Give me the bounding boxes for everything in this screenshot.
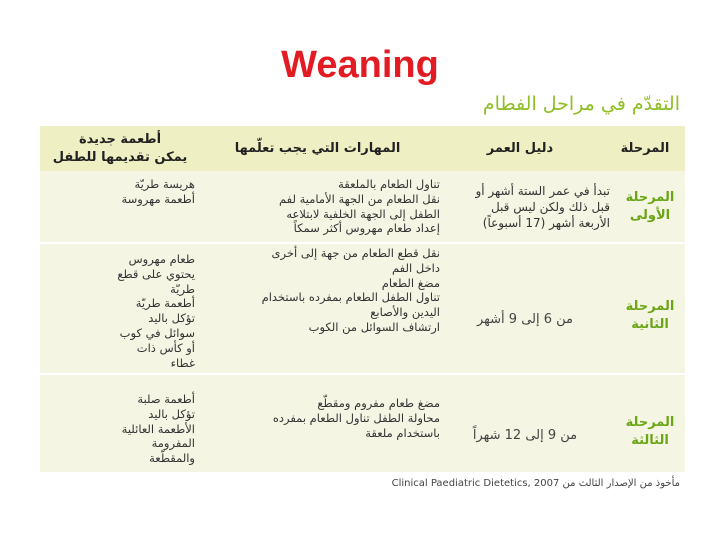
stage-line: الثانية — [631, 317, 669, 332]
stage-line: المرحلة — [625, 190, 675, 205]
header-stage: المرحلة — [620, 140, 670, 156]
slide-title: Weaning — [281, 44, 439, 86]
food-line: أطعمة صلبة — [137, 392, 195, 406]
row-stage — [615, 414, 685, 450]
table-subtitle: التقدّم في مراحل الفطام — [482, 93, 680, 115]
source-note — [392, 478, 680, 489]
header-age: دليل العمر — [486, 140, 554, 156]
header-skills: المهارات التي يجب تعلّمها — [234, 140, 401, 156]
food-line: طعام مهروس — [128, 252, 195, 266]
skill-line: داخل الفم — [392, 260, 440, 275]
row-divider — [40, 373, 685, 375]
skill-line: تناول الطفل الطعام بمفرده باستخدام — [261, 290, 440, 305]
source-prefix: مأخوذ من الإصدار الثالث من — [562, 478, 680, 489]
food-line: غطاء — [170, 355, 195, 370]
food-line: المفرومة — [151, 436, 195, 451]
food-line: أطعمة طريّة — [135, 296, 195, 311]
food-line: أطعمة مهروسة — [121, 191, 195, 206]
row-foods — [45, 177, 195, 207]
food-line: تؤكل باليد — [148, 406, 195, 421]
header-foods-line: أطعمة جديدة — [78, 131, 162, 147]
food-line: هريسة طريّة — [134, 177, 195, 191]
skill-line: نقل الطعام من الجهة الأمامية لفم — [279, 191, 440, 206]
skill-line: نقل قطع الطعام من جهة إلى أخرى — [271, 246, 440, 260]
skill-line: اليدين والأصابع — [370, 305, 440, 320]
header-foods — [40, 126, 200, 171]
row-age — [435, 183, 610, 231]
food-line: الأطعمة العائلية — [121, 421, 195, 436]
food-line: يحتوي على قطع — [117, 266, 195, 281]
food-line: أو كأس ذات — [136, 340, 195, 355]
row-skills — [205, 396, 440, 440]
skill-line: مضغ الطعام — [381, 275, 440, 290]
row-foods — [45, 392, 195, 466]
stage-line: المرحلة — [625, 415, 675, 430]
row-skills — [205, 246, 440, 335]
row-skills — [205, 177, 440, 236]
row-age: من 6 إلى 9 أشهر — [476, 312, 574, 327]
skill-line: محاولة الطفل تناول الطعام بمفرده — [272, 410, 440, 425]
row-stage — [615, 298, 685, 334]
stage-line: الأولى — [629, 208, 671, 223]
row-foods — [45, 252, 195, 370]
row-divider — [40, 242, 685, 244]
food-line: سوائل في كوب — [119, 325, 195, 340]
age-line: قبل ذلك ولكن ليس قبل — [490, 200, 610, 214]
skill-line: تناول الطعام بالملعقة — [338, 177, 440, 191]
source-title: Clinical Paediatric Dietetics, 2007 — [391, 478, 560, 489]
skill-line: مضغ طعام مفروم ومقطّع — [317, 396, 440, 410]
skill-line: الطفل إلى الجهة الخلفية لابتلاعه — [286, 206, 440, 221]
age-line: تبدأ في عمر الستة أشهر أو — [475, 184, 610, 198]
skill-line: إعداد طعام مهروس أكثر سمكاً — [293, 221, 440, 236]
food-line: والمقطّعة — [149, 451, 195, 466]
weaning-table — [40, 126, 685, 472]
table-header-row — [40, 126, 685, 171]
stage-line: الثالثة — [631, 433, 669, 448]
row-age: من 9 إلى 12 شهراً — [472, 428, 578, 443]
food-line: تؤكل باليد — [148, 311, 195, 326]
row-stage — [615, 189, 685, 225]
skill-line: باستخدام ملعقة — [365, 425, 440, 440]
skill-line: ارتشاف السوائل من الكوب — [308, 319, 440, 334]
stage-line: المرحلة — [625, 299, 675, 314]
age-line: الأربعة أشهر (17 أسبوعاً) — [482, 216, 610, 230]
header-foods-line: يمكن تقديمها للطفل — [52, 149, 188, 165]
food-line: طريّة — [170, 281, 195, 296]
